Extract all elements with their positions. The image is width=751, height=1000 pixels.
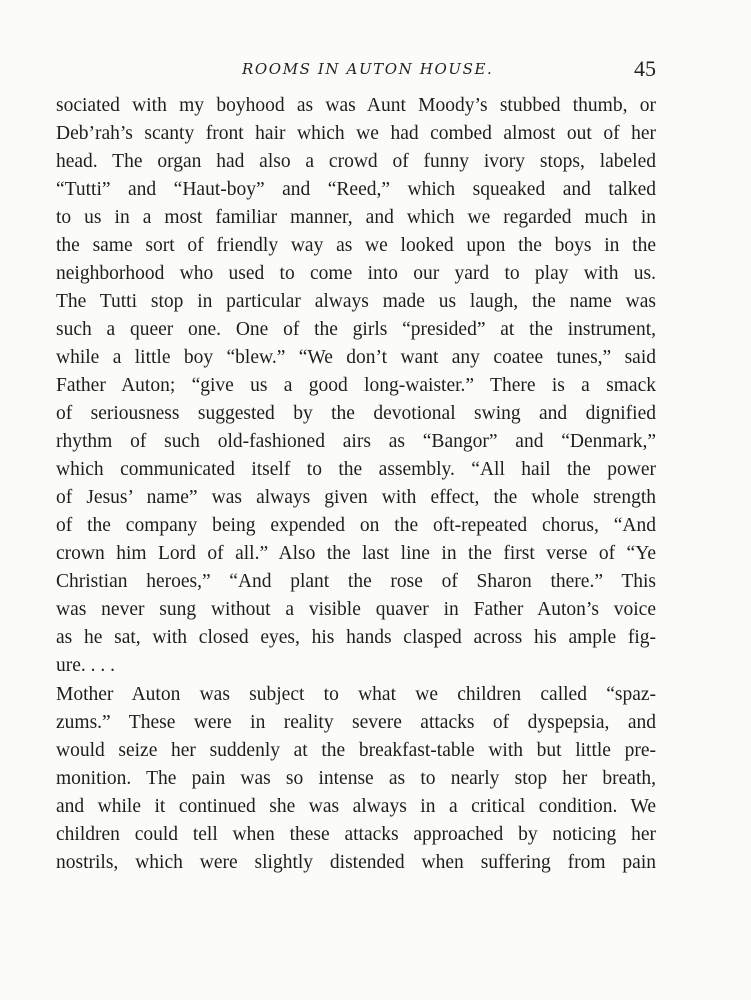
paragraph-mother-auton	[56, 681, 656, 877]
text-line: head. The organ had also a crowd of funny ivory stops, labeled	[56, 151, 656, 172]
text-line: Christian heroes,” “And plant the rose of Sharon there.” This	[56, 571, 656, 592]
text-line: The Tutti stop in particular always made us laugh, the name was	[56, 291, 656, 312]
text-line: which communicated itself to the assembly. “All hail the power	[56, 459, 656, 480]
text-line: to us in a most familiar manner, and which we regarded much in	[56, 207, 656, 228]
text-line: rhythm of such old-fashioned airs as “Bangor” and “Denmark,”	[56, 431, 656, 452]
text-line: such a queer one. One of the girls “presided” at the instrument,	[56, 319, 656, 340]
text-line: Mother Auton was subject to what we children called “spaz-	[56, 684, 656, 705]
text-line: Father Auton; “give us a good long-waister.” There is a smack	[56, 375, 656, 396]
text-line: ure. . . .	[56, 655, 116, 676]
text-line: the same sort of friendly way as we looked upon the boys in the	[56, 235, 656, 256]
text-line: of the company being expended on the oft-repeated chorus, “And	[56, 515, 656, 536]
running-header	[56, 58, 656, 86]
text-line: sociated with my boyhood as was Aunt Moody’s stubbed thumb, or	[56, 95, 656, 116]
running-title: ROOMS IN AUTON HOUSE.	[242, 60, 494, 78]
text-line: and while it continued she was always in a critical condition. We	[56, 796, 656, 817]
text-line: would seize her suddenly at the breakfast-table with but little pre-	[56, 740, 656, 761]
text-line: “Tutti” and “Haut-boy” and “Reed,” which squeaked and talked	[56, 179, 656, 200]
page-number: 45	[634, 56, 656, 81]
paragraph-organ	[56, 92, 656, 680]
text-line: Deb’rah’s scanty front hair which we had combed almost out of her	[56, 123, 656, 144]
text-line: children could tell when these attacks approached by noticing her	[56, 824, 656, 845]
text-line: nostrils, which were slightly distended when suffering from pain	[56, 852, 656, 873]
text-line: monition. The pain was so intense as to nearly stop her breath,	[56, 768, 656, 789]
text-line: while a little boy “blew.” “We don’t want any coatee tunes,” said	[56, 347, 656, 368]
text-line: zums.” These were in reality severe attacks of dyspepsia, and	[56, 712, 656, 733]
text-line: as he sat, with closed eyes, his hands clasped across his ample fig-	[56, 627, 656, 648]
text-line: neighborhood who used to come into our yard to play with us.	[56, 263, 656, 284]
text-line: of seriousness suggested by the devotional swing and dignified	[56, 403, 656, 424]
text-line: was never sung without a visible quaver in Father Auton’s voice	[56, 599, 656, 620]
text-line: crown him Lord of all.” Also the last line in the first verse of “Ye	[56, 543, 656, 564]
text-line: of Jesus’ name” was always given with effect, the whole strength	[56, 487, 656, 508]
